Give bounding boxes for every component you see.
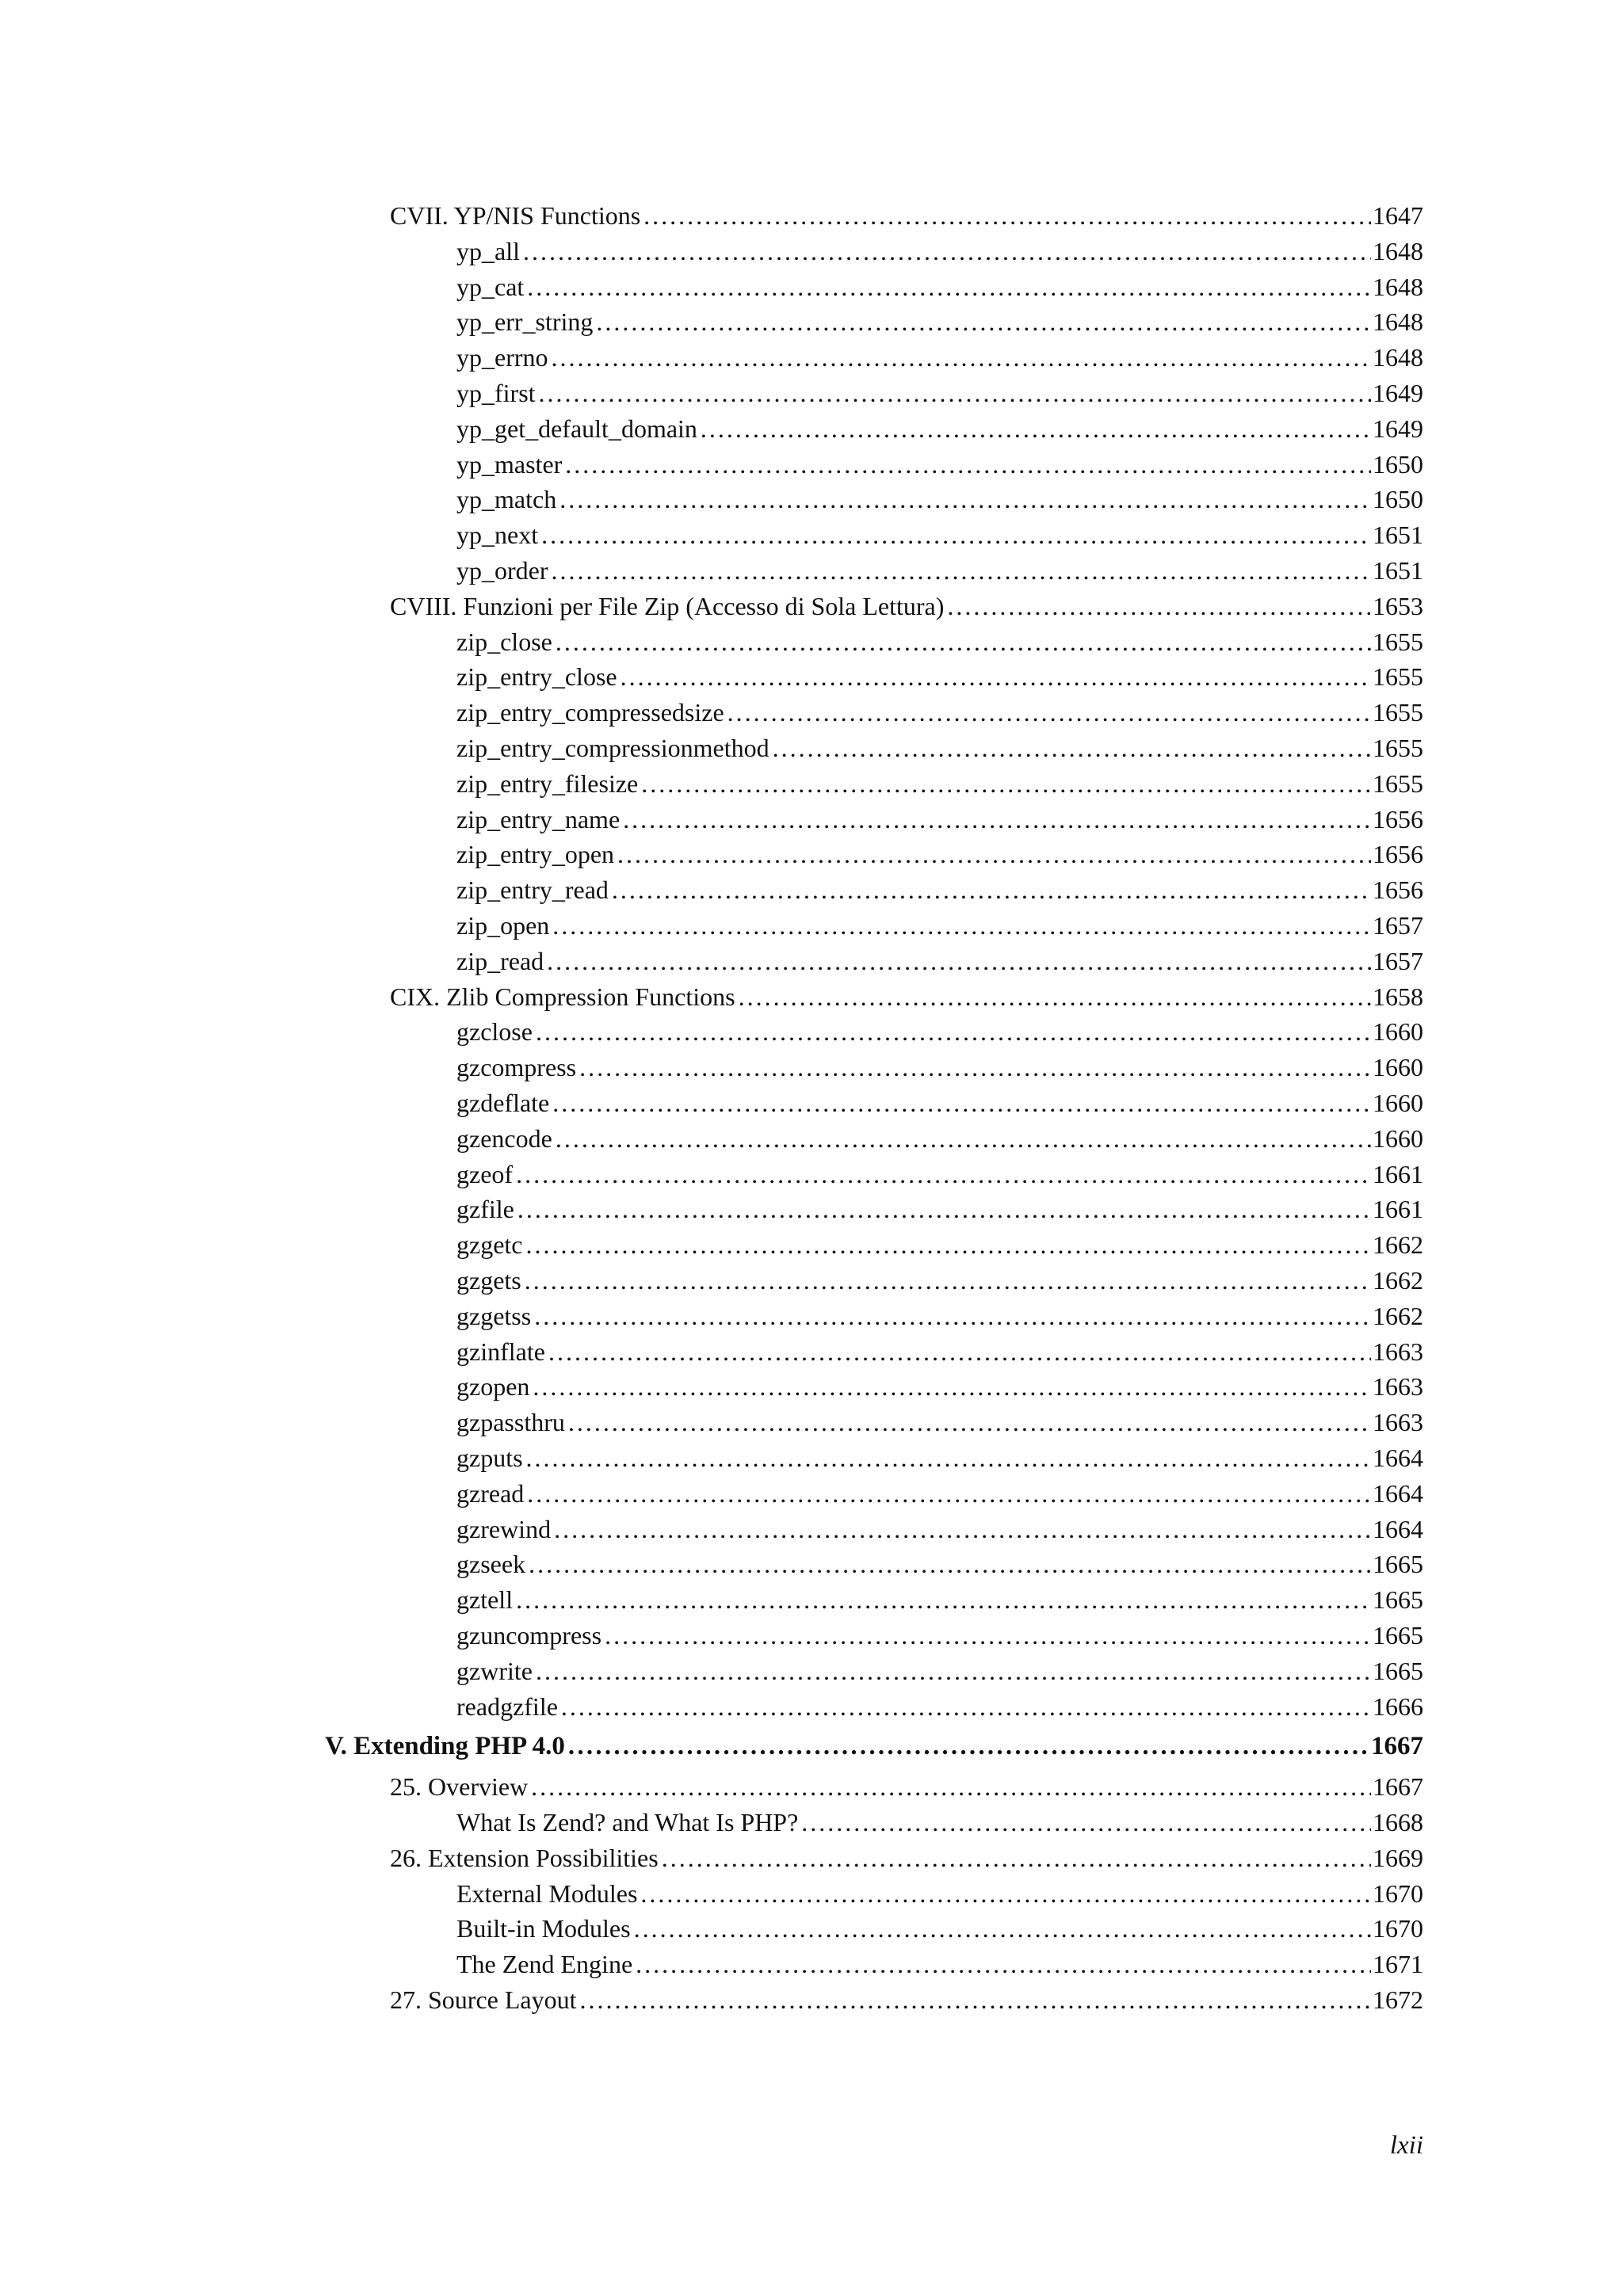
toc-entry [456, 411, 1423, 447]
dot-leader [580, 1982, 1372, 2018]
dot-leader [547, 944, 1371, 979]
toc-entry-title: gzrewind [456, 1514, 552, 1543]
toc-entry-page: 1651 [1373, 521, 1423, 550]
dot-leader [947, 589, 1371, 624]
toc-entry [456, 1050, 1423, 1085]
toc-entry [456, 872, 1423, 908]
toc-entry-title: 25. Overview [390, 1772, 529, 1802]
toc-entry-page: 1648 [1373, 343, 1423, 372]
toc-entry-page: 1664 [1373, 1478, 1423, 1508]
toc-entry-title: zip_entry_open [456, 840, 615, 869]
dot-leader [559, 482, 1371, 517]
toc-entry-page: 1668 [1373, 1808, 1423, 1836]
toc-chapter-entry [390, 1840, 1423, 1876]
toc-entry-page: 1656 [1373, 875, 1423, 905]
toc-entry-title: zip_entry_name [456, 804, 621, 833]
dot-leader [773, 730, 1371, 766]
dot-leader [527, 1476, 1371, 1512]
toc-entry [456, 659, 1423, 695]
toc-entry-page: 1672 [1373, 1985, 1423, 2014]
dot-leader [548, 1334, 1371, 1370]
toc-entry [456, 1192, 1423, 1227]
toc-entry-page: 1665 [1373, 1585, 1423, 1615]
toc-entry-page: 1647 [1373, 201, 1423, 230]
toc-entry-page: 1667 [1371, 1732, 1423, 1761]
toc-entry-page: 1660 [1373, 1089, 1423, 1117]
dot-leader [636, 1947, 1371, 1982]
dot-leader [556, 1121, 1371, 1157]
toc-entry-page: 1653 [1373, 591, 1423, 620]
toc-entry-title: yp_master [456, 449, 563, 479]
toc-entry-title: readgzfile [456, 1691, 558, 1721]
dot-leader [517, 1192, 1371, 1227]
toc-entry-title: gzfile [456, 1195, 514, 1224]
toc-entry-page: 1651 [1373, 556, 1423, 585]
toc-entry-page: 1664 [1373, 1444, 1423, 1472]
dot-leader [552, 553, 1371, 589]
toc-entry [456, 234, 1423, 269]
toc-chapter-entry [390, 1982, 1423, 2018]
dot-leader [527, 269, 1371, 305]
dot-leader [596, 304, 1371, 340]
toc-entry [456, 1263, 1423, 1299]
dot-leader [565, 447, 1371, 482]
toc-chapter-entry [390, 979, 1423, 1015]
toc-entry-page: 1660 [1373, 1053, 1423, 1082]
toc-entry-title: yp_cat [456, 272, 525, 301]
toc-entry [456, 1085, 1423, 1121]
toc-entry-page: 1649 [1373, 414, 1423, 443]
dot-leader [634, 1911, 1371, 1947]
toc-entry [456, 1121, 1423, 1157]
toc-entry [456, 1547, 1423, 1582]
dot-leader [561, 1689, 1371, 1725]
toc-entry [456, 553, 1423, 589]
dot-leader [526, 1227, 1372, 1263]
toc-entry [456, 1369, 1423, 1405]
dot-leader [536, 1014, 1371, 1050]
toc-entry-title: 26. Extension Possibilities [390, 1843, 659, 1872]
toc-entry-page: 1660 [1373, 1017, 1423, 1047]
toc-entry [456, 766, 1423, 802]
toc-part-entry [325, 1729, 1423, 1764]
toc-entry [456, 1157, 1423, 1192]
toc-entry-title: gzinflate [456, 1337, 545, 1366]
toc-entry-page: 1664 [1373, 1514, 1423, 1543]
toc-entry [456, 447, 1423, 482]
dot-leader [579, 1050, 1371, 1085]
toc-entry-page: 1670 [1373, 1914, 1423, 1943]
toc-entry-title: yp_first [456, 379, 536, 407]
dot-leader [605, 1618, 1371, 1653]
toc-entry-title: CIX. Zlib Compression Functions [390, 982, 735, 1011]
toc-entry-title: yp_get_default_domain [456, 414, 697, 443]
toc-entry-title: gzcompress [456, 1053, 577, 1082]
toc-entry-page: 1669 [1373, 1843, 1423, 1872]
toc-entry-title: gzread [456, 1478, 525, 1508]
toc-entry-page: 1663 [1373, 1408, 1423, 1437]
dot-leader [529, 1547, 1371, 1582]
toc-entry-title: zip_entry_compressionmethod [456, 734, 769, 762]
toc-entry [456, 944, 1423, 979]
dot-leader [541, 517, 1371, 553]
toc-entry [456, 1512, 1423, 1547]
toc-entry-page: 1657 [1373, 911, 1423, 940]
toc-entry-page: 1648 [1373, 272, 1423, 301]
toc-entry-page: 1663 [1373, 1337, 1423, 1366]
toc-entry-page: 1655 [1373, 769, 1423, 798]
toc-entry-title: CVIII. Funzioni per File Zip (Accesso di Sola Lettura) [390, 591, 945, 620]
dot-leader [612, 872, 1371, 908]
toc-entry [456, 1582, 1423, 1618]
toc-entry-title: yp_all [456, 236, 520, 265]
dot-leader [552, 908, 1371, 944]
toc-entry [456, 1227, 1423, 1263]
toc-entry-page: 1655 [1373, 662, 1423, 692]
toc-entry [456, 1476, 1423, 1512]
toc-entry [456, 1947, 1423, 1982]
toc-entry-page: 1661 [1373, 1195, 1423, 1224]
toc-entry-page: 1663 [1373, 1372, 1423, 1402]
dot-leader [539, 376, 1371, 411]
toc-entry-title: yp_match [456, 485, 557, 514]
toc-entry [456, 1440, 1423, 1476]
toc-entry-title: gzopen [456, 1372, 530, 1402]
toc-entry-title: The Zend Engine [456, 1950, 633, 1979]
toc-entry [456, 908, 1423, 944]
dot-leader [701, 411, 1371, 447]
toc-entry [456, 517, 1423, 553]
toc-entry [456, 1876, 1423, 1912]
dot-leader [641, 766, 1371, 802]
dot-leader [568, 1405, 1371, 1440]
toc-entry-title: gzgetc [456, 1230, 523, 1260]
toc-entry [456, 1805, 1423, 1840]
dot-leader [727, 695, 1371, 730]
dot-leader [623, 802, 1371, 837]
dot-leader [536, 1653, 1371, 1689]
dot-leader [643, 198, 1371, 234]
toc-entry [456, 695, 1423, 730]
toc-chapter-entry [390, 1769, 1423, 1805]
dot-leader [801, 1805, 1371, 1840]
toc-entry-title: Built-in Modules [456, 1914, 631, 1943]
toc-entry-title: gzencode [456, 1123, 552, 1153]
toc-entry-title: What Is Zend? and What Is PHP? [456, 1808, 799, 1836]
toc-entry [456, 269, 1423, 305]
toc-entry-title: gzclose [456, 1017, 533, 1047]
toc-entry-title: zip_read [456, 946, 544, 975]
toc-entry [456, 837, 1423, 872]
dot-leader [534, 1299, 1371, 1334]
dot-leader [621, 659, 1371, 695]
toc-entry-page: 1648 [1373, 307, 1423, 337]
toc-entry-title: zip_entry_close [456, 662, 617, 692]
dot-leader [554, 1512, 1371, 1547]
toc-entry-page: 1662 [1373, 1230, 1423, 1260]
toc-entry [456, 1911, 1423, 1947]
toc-entry-page: 1650 [1373, 485, 1423, 514]
dot-leader [556, 624, 1371, 660]
dot-leader [526, 1440, 1371, 1476]
toc-entry [456, 1653, 1423, 1689]
dot-leader [525, 1263, 1371, 1299]
toc-entry-title: zip_close [456, 627, 552, 656]
toc-entry-title: zip_entry_read [456, 875, 609, 905]
toc-entry-title: gztell [456, 1585, 514, 1615]
toc-entry-title: gzgetss [456, 1301, 532, 1330]
toc-entry-page: 1656 [1373, 840, 1423, 869]
dot-leader [516, 1157, 1371, 1192]
toc-entry-page: 1655 [1373, 698, 1423, 727]
dot-leader [662, 1840, 1371, 1876]
dot-leader [516, 1582, 1371, 1618]
page-number: lxii [1389, 2131, 1423, 2160]
toc-entry [456, 340, 1423, 376]
toc-entry-title: yp_err_string [456, 307, 594, 337]
dot-leader [552, 1085, 1371, 1121]
toc-entry-page: 1671 [1373, 1950, 1423, 1979]
toc-entry-title: zip_open [456, 911, 550, 940]
toc-entry-title: V. Extending PHP 4.0 [325, 1732, 565, 1761]
toc-entry-title: zip_entry_filesize [456, 769, 639, 798]
toc-entry [456, 624, 1423, 660]
toc-entry-title: gzgets [456, 1266, 521, 1295]
toc-entry-page: 1665 [1373, 1656, 1423, 1685]
toc-entry-page: 1655 [1373, 734, 1423, 762]
toc-entry-page: 1665 [1373, 1550, 1423, 1579]
toc-entry-title: gzuncompress [456, 1621, 602, 1650]
toc-entry-page: 1661 [1373, 1159, 1423, 1188]
toc-entry-title: yp_order [456, 556, 548, 585]
toc-entry [456, 1014, 1423, 1050]
toc-entry-title: gzeof [456, 1159, 514, 1188]
toc-entry [456, 376, 1423, 411]
dot-leader [531, 1769, 1371, 1805]
toc-entry-page: 1662 [1373, 1301, 1423, 1330]
toc-entry [456, 482, 1423, 517]
toc-entry-page: 1670 [1373, 1878, 1423, 1908]
toc-chapter-entry [390, 589, 1423, 624]
toc-entry [456, 304, 1423, 340]
toc-entry-page: 1648 [1373, 236, 1423, 265]
toc-entry-page: 1657 [1373, 946, 1423, 975]
toc-entry-page: 1655 [1373, 627, 1423, 656]
toc-entry [456, 1299, 1423, 1334]
toc-entry-title: CVII. YP/NIS Functions [390, 201, 641, 230]
toc-entry-title: gzpassthru [456, 1408, 565, 1437]
toc-entry-title: gzwrite [456, 1656, 533, 1685]
toc-entry-page: 1649 [1373, 379, 1423, 407]
toc-entry-page: 1667 [1373, 1772, 1423, 1802]
toc-entry-title: External Modules [456, 1878, 638, 1908]
dot-leader [617, 837, 1371, 872]
toc-entry-page: 1662 [1373, 1266, 1423, 1295]
toc-entry [456, 1618, 1423, 1653]
toc-entry-title: gzseek [456, 1550, 526, 1579]
toc-entry-page: 1658 [1373, 982, 1423, 1011]
dot-leader [552, 340, 1371, 376]
toc-entry-title: 27. Source Layout [390, 1985, 577, 2014]
toc-entry [456, 730, 1423, 766]
toc-entry-page: 1650 [1373, 449, 1423, 479]
toc-entry [456, 1689, 1423, 1725]
toc-entry-page: 1666 [1373, 1691, 1423, 1721]
toc-entry-title: yp_next [456, 521, 539, 550]
toc-entry-title: yp_errno [456, 343, 548, 372]
toc-entry-page: 1656 [1373, 804, 1423, 833]
toc-entry-page: 1665 [1373, 1621, 1423, 1650]
toc-entry-title: gzdeflate [456, 1089, 550, 1117]
dot-leader [533, 1369, 1371, 1405]
toc-entry-title: gzputs [456, 1444, 523, 1472]
dot-leader [640, 1876, 1371, 1912]
dot-leader [568, 1729, 1369, 1764]
toc-entry-title: zip_entry_compressedsize [456, 698, 724, 727]
toc-chapter-entry [390, 198, 1423, 234]
toc-entry [456, 802, 1423, 837]
dot-leader [523, 234, 1371, 269]
toc-entry [456, 1405, 1423, 1440]
toc-entry-page: 1660 [1373, 1123, 1423, 1153]
dot-leader [739, 979, 1371, 1015]
toc-entry [456, 1334, 1423, 1370]
